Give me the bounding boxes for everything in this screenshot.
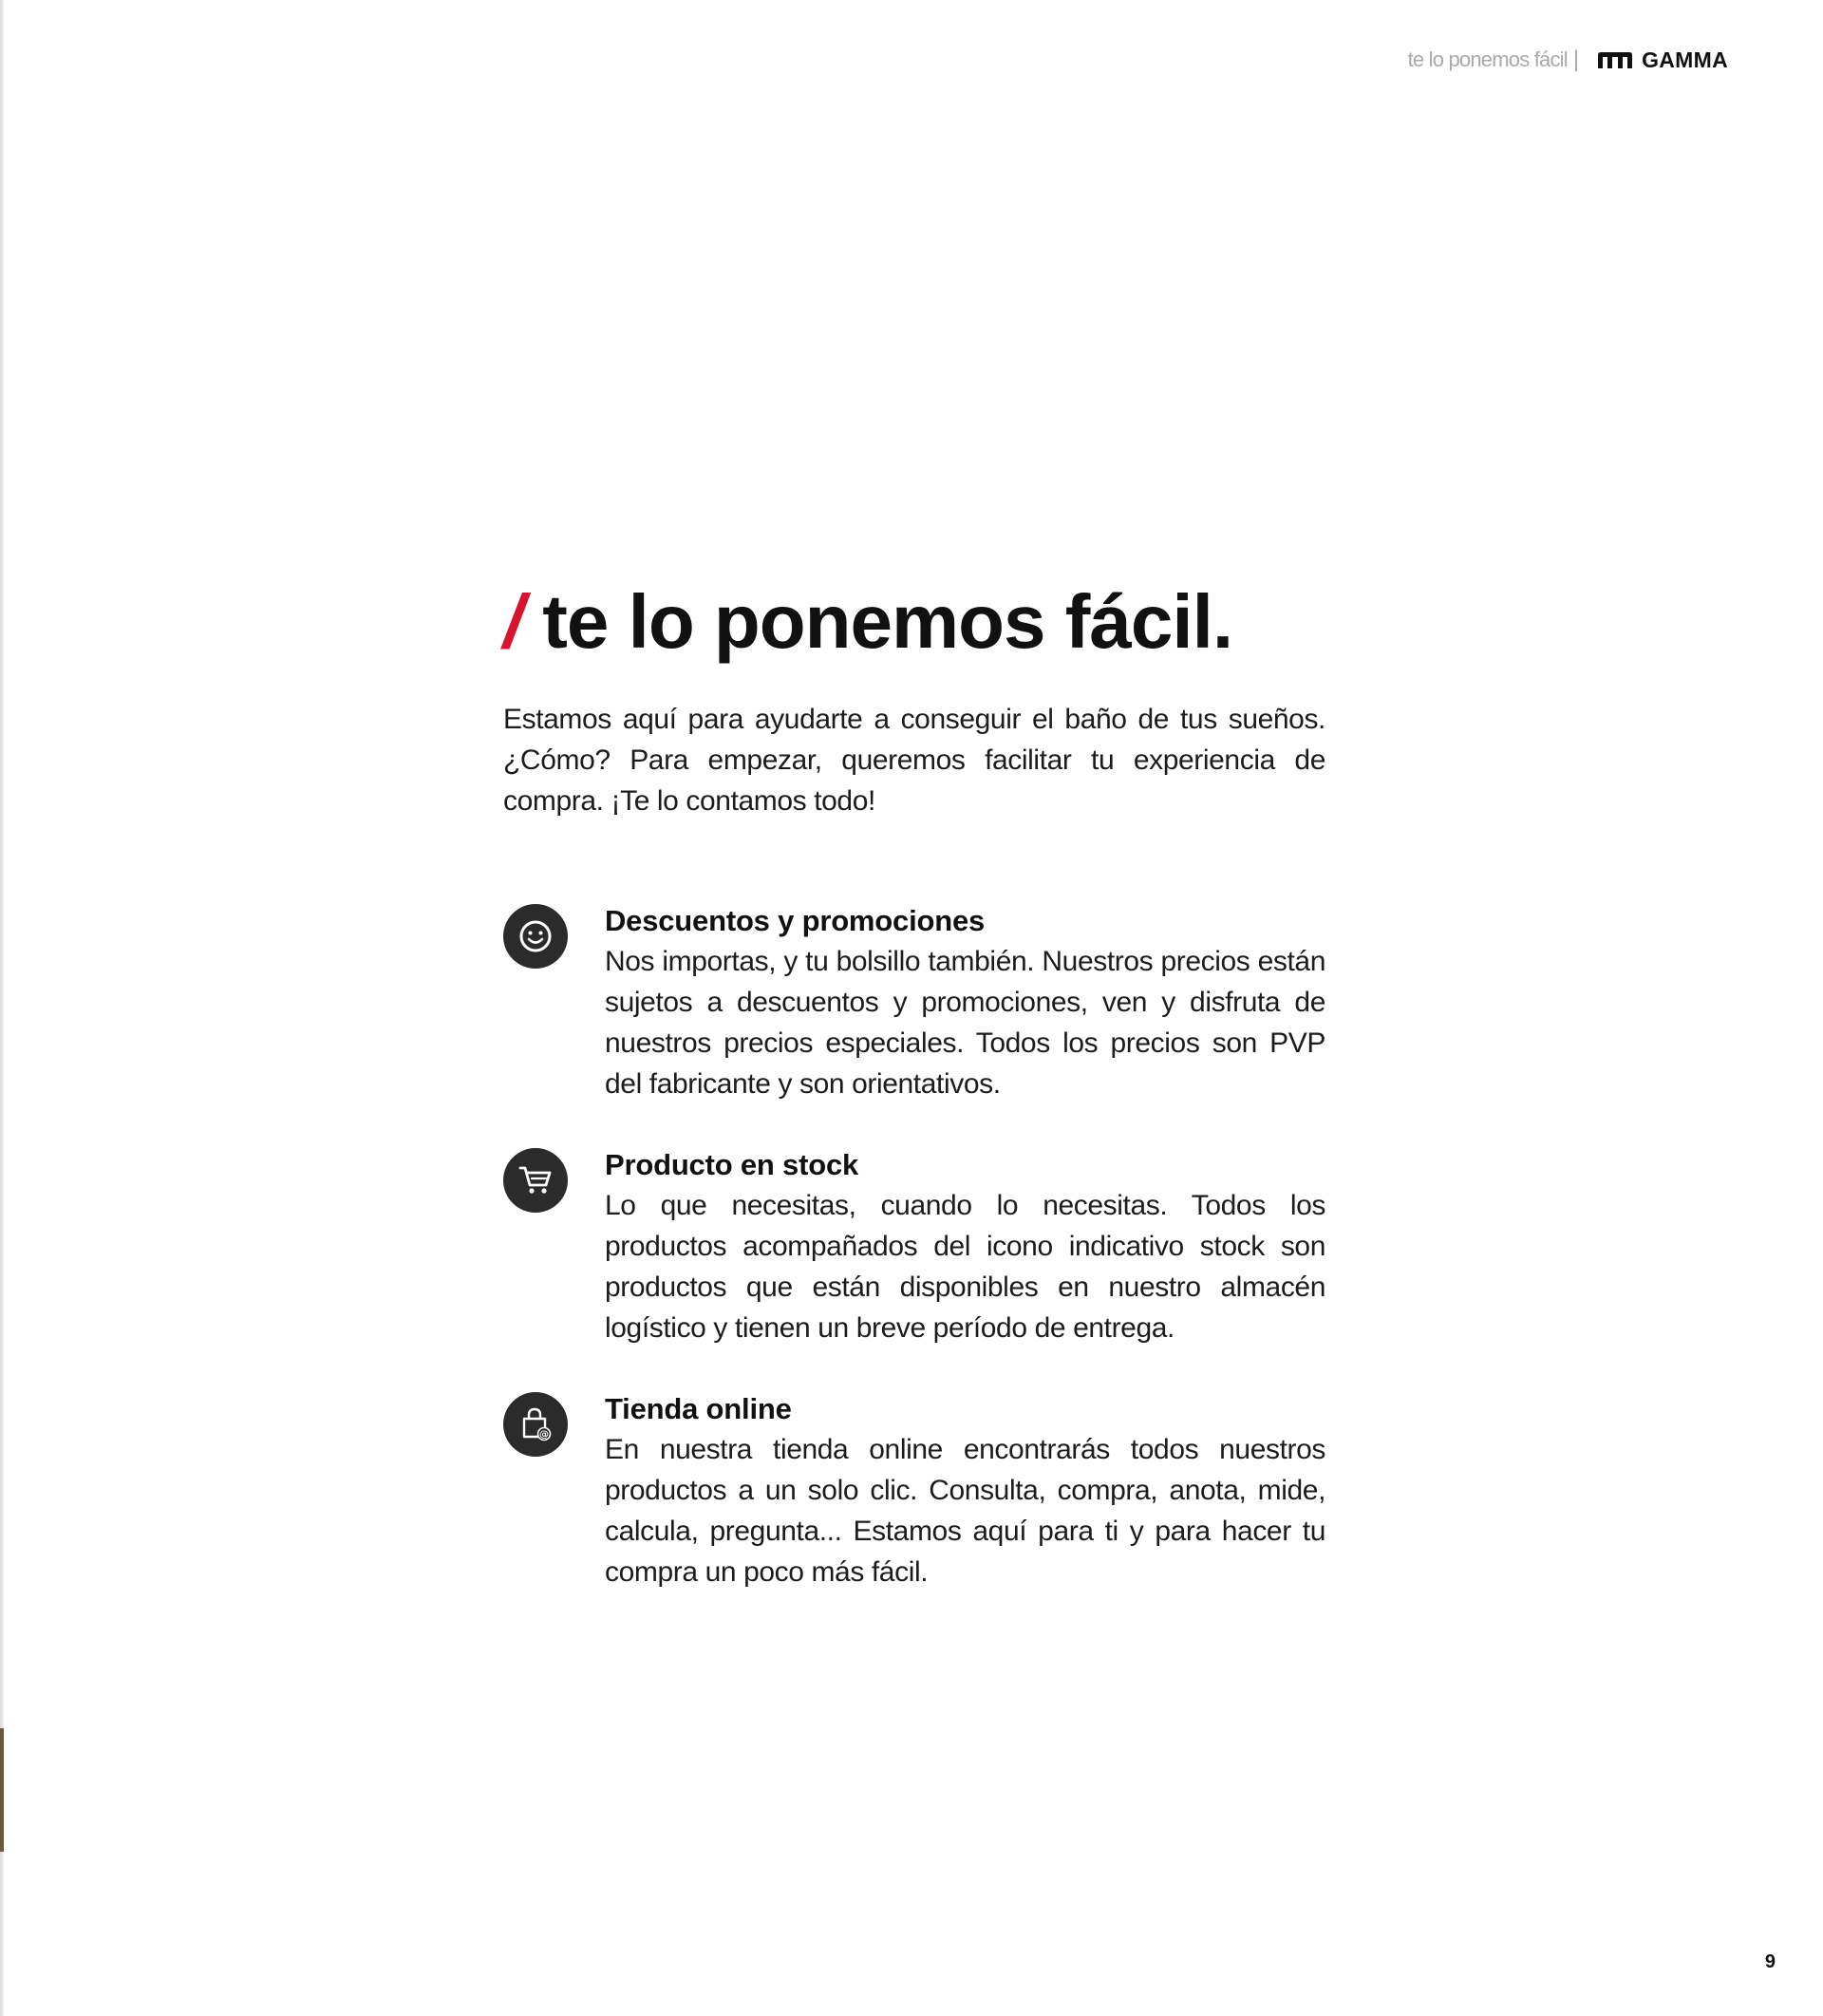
feature-title: Producto en stock [605, 1148, 859, 1181]
page-number: 9 [1764, 1951, 1776, 1972]
page-edge-mark [0, 1728, 4, 1852]
page-header [1408, 46, 1728, 74]
header-separator: | [1572, 47, 1580, 72]
title-main: te lo ponemos [542, 579, 1045, 664]
page-edge-shadow [0, 0, 4, 2016]
header-brand: GAMMA [1642, 47, 1728, 72]
page-title [503, 575, 1358, 669]
svg-text:@: @ [539, 1429, 549, 1441]
title-slash: / [503, 579, 524, 664]
feature-text: Nos importas, y tu bolsillo también. Nuestros precios están sujetos a descuentos y promociones, ven y disfruta de nuestros precios especiales. Todos los precios son PVP del fabricante y son orientativos. [605, 946, 1325, 1100]
intro-paragraph: Estamos aquí para ayudarte a conseguir el baño de tus sueños. ¿Cómo? Para empezar, queremos facilitar tu experiencia de compra. ¡Te lo contamos todo! [503, 704, 1325, 817]
smiley-icon [503, 904, 568, 969]
feature-body [605, 900, 1325, 1104]
feature-text: Lo que necesitas, cuando lo necesitas. Todos los productos acompañados del icono indicativo stock son productos que están disponibles en nuestro almacén logístico y tienen un breve período de entrega. [605, 1190, 1325, 1344]
title-emphasis: fácil. [1064, 579, 1233, 664]
shopping-bag-online-icon [503, 1392, 568, 1457]
feature-title: Descuentos y promociones [605, 904, 986, 937]
feature-text: En nuestra tienda online encontrarás todos nuestros productos a un solo clic. Consulta, compra, anota, mide, calcula, pregunta... Estamos aquí para ti y para hacer tu compra un poco más fácil. [605, 1434, 1325, 1588]
header-tagline: te lo ponemos fácil [1407, 47, 1568, 71]
feature-title: Tienda online [605, 1392, 792, 1425]
shopping-cart-icon [503, 1148, 568, 1213]
feature-body [605, 1388, 1325, 1592]
brand-m-logo-icon [1596, 51, 1634, 68]
feature-body [605, 1144, 1325, 1348]
